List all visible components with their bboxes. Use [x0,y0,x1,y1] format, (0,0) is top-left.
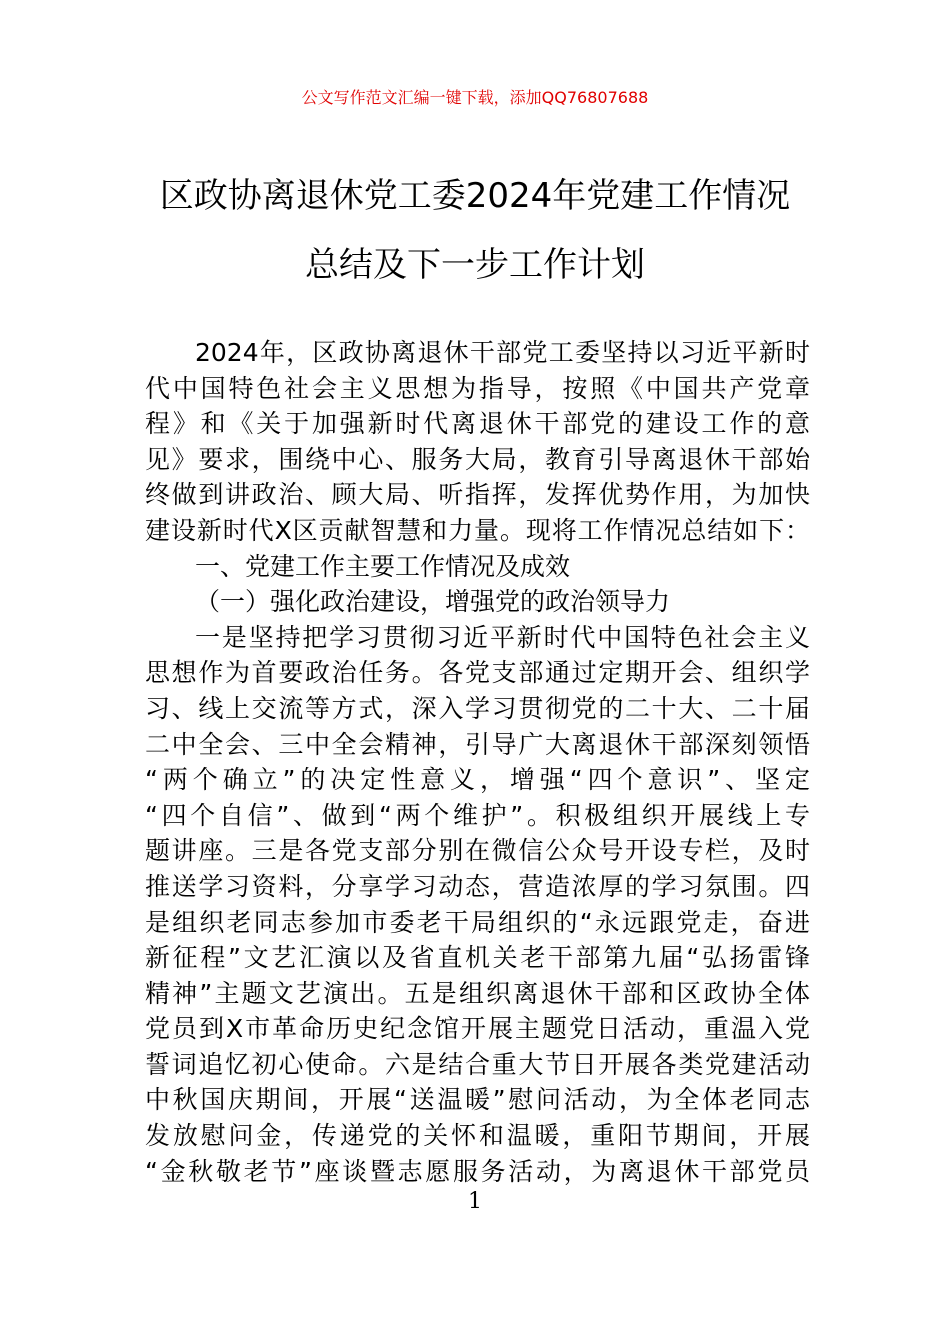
paragraph-line: 程》和《关于加强新时代离退休干部党的建设工作的意 [145,409,810,439]
paragraph-line: 思想作为首要政治任务。各党支部通过定期开会、组织学 [145,658,810,688]
page-number: 1 [468,1189,482,1214]
paragraph-line: 建设新时代X区贡献智慧和力量。现将工作情况总结如下： [145,515,810,545]
paragraph-line: 一是坚持把学习贯彻习近平新时代中国特色社会主义 [195,622,810,652]
paragraph-line: 题讲座。三是各党支部分别在微信公众号开设专栏，及时 [145,836,810,866]
paragraph-line: 精神”主题文艺演出。五是组织离退休干部和区政协全体 [145,978,810,1008]
paragraph-line: 是组织老同志参加市委老干局组织的“永远跟党走，奋进 [145,907,810,937]
paragraph-line: “两个确立”的决定性意义，增强“四个意识”、坚定 [145,765,810,795]
document-title-line-1: 区政协离退休党工委2024年党建工作情况 [159,176,791,216]
paragraph-line: 见》要求，围绕中心、服务大局，教育引导离退休干部始 [145,444,810,474]
paragraph-line: 代中国特色社会主义思想为指导，按照《中国共产党章 [145,373,810,403]
document-title-line-2: 总结及下一步工作计划 [305,245,645,285]
paragraph-line: 党员到X市革命历史纪念馆开展主题党日活动，重温入党 [145,1014,810,1044]
paragraph-line: “金秋敬老节”座谈暨志愿服务活动，为离退休干部党员 [145,1156,810,1186]
section-heading: 一、党建工作主要工作情况及成效 [195,551,571,581]
paragraph-line: 中秋国庆期间，开展“送温暖”慰问活动，为全体老同志 [145,1085,810,1115]
paragraph-line: 推送学习资料，分享学习动态，营造浓厚的学习氛围。四 [145,871,810,901]
paragraph-line: 誓词追忆初心使命。六是结合重大节日开展各类党建活动 [145,1049,810,1079]
paragraph-line: 习、线上交流等方式，深入学习贯彻党的二十大、二十届 [145,693,810,723]
paragraph-line: 终做到讲政治、顾大局、听指挥，发挥优势作用，为加快 [145,480,810,510]
subsection-heading: （一）强化政治建设，增强党的政治领导力 [195,587,671,617]
paragraph-line: “四个自信”、做到“两个维护”。积极组织开展线上专 [145,800,810,830]
header-note: 公文写作范文汇编一键下载，添加QQ76807688 [301,88,649,107]
paragraph-line: 二中全会、三中全会精神，引导广大离退休干部深刻领悟 [145,729,810,759]
paragraph-line: 发放慰问金，传递党的关怀和温暖，重阳节期间，开展 [145,1121,810,1151]
paragraph-line: 2024年，区政协离退休干部党工委坚持以习近平新时 [195,338,810,367]
document-body [145,335,810,1189]
paragraph-line: 新征程”文艺汇演以及省直机关老干部第九届“弘扬雷锋 [145,943,810,973]
